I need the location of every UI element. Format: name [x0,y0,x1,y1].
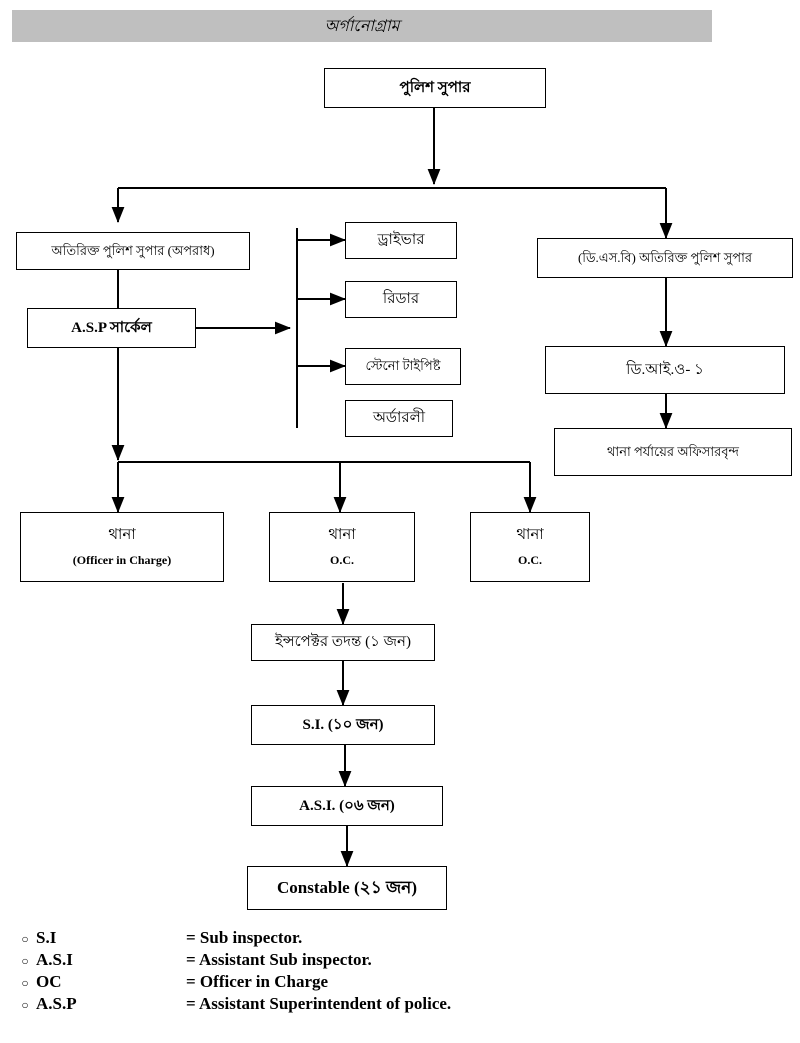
node-asi-label: A.S.I. (০৬ জন) [299,797,395,814]
legend-term: S.I [36,928,57,947]
node-constable-label: Constable (২১ জন) [277,878,417,898]
node-dsb-addl-sp-label: (ডি.এস.বি) অতিরিক্ত পুলিশ সুপার [577,249,753,265]
circle-bullet-icon: ○ [21,932,29,946]
node-asp-circle-label: A.S.P সার্কেল [71,319,152,336]
node-orderly-label: অর্ডারলী [372,410,426,427]
node-dsb-addl-sp [537,238,793,278]
node-sp-label: পুলিশ সুপার [399,79,471,96]
legend-row [14,928,784,950]
node-addl-sp-crime-label: অতিরিক্ত পুলিশ সুপার (অপরাধ) [51,242,215,258]
node-addl-sp-crime [16,232,250,270]
legend-term: A.S.P [36,994,77,1013]
node-reader-label: রিডার [382,291,420,308]
circle-bullet-icon: ○ [21,954,29,968]
node-thana-3-sublabel: O.C. [518,552,542,567]
node-si [251,705,435,745]
legend-row [14,972,784,994]
legend-definition: = Assistant Sub inspector. [186,950,372,969]
node-driver [345,222,457,259]
node-sp [324,68,546,108]
node-thana-2-label: থানা [328,527,356,544]
node-steno-typist-label: স্টেনো টাইপিষ্ট [365,358,441,374]
node-thana-1-sublabel: (Officer in Charge) [72,552,172,567]
page-title: অর্গানোগ্রাম [324,17,400,35]
node-inspector-investigation-label: ইন্সপেক্টর তদন্ত (১ জন) [275,634,411,651]
node-thana-3-label: থানা [516,527,544,544]
node-thana-3 [470,512,590,582]
node-asi [251,786,443,826]
legend-term: OC [36,972,62,991]
legend-row [14,994,784,1016]
node-dio-1 [545,346,785,394]
node-thana-2 [269,512,415,582]
node-steno-typist [345,348,461,385]
legend-definition: = Assistant Superintendent of police. [186,994,452,1013]
circle-bullet-icon: ○ [21,976,29,990]
node-dio-1-label: ডি.আই.ও- ১ [626,361,704,378]
node-driver-label: ড্রাইভার [377,232,425,249]
node-inspector-investigation [251,624,435,661]
legend [14,928,784,1016]
legend-row [14,950,784,972]
legend-definition: = Officer in Charge [186,972,329,991]
node-orderly [345,400,453,437]
legend-definition: = Sub inspector. [186,928,303,947]
node-thana-level-officers-label: থানা পর্যায়ের অফিসারবৃন্দ [607,443,739,459]
node-thana-2-sublabel: O.C. [330,552,354,567]
node-thana-level-officers [554,428,792,476]
legend-term: A.S.I [36,950,73,969]
diagram-title-bar [12,10,712,42]
node-constable [247,866,447,910]
node-reader [345,281,457,318]
node-thana-1 [20,512,224,582]
node-si-label: S.I. (১০ জন) [302,716,384,733]
node-thana-1-label: থানা [108,527,136,544]
node-asp-circle [27,308,196,348]
circle-bullet-icon: ○ [21,998,29,1012]
